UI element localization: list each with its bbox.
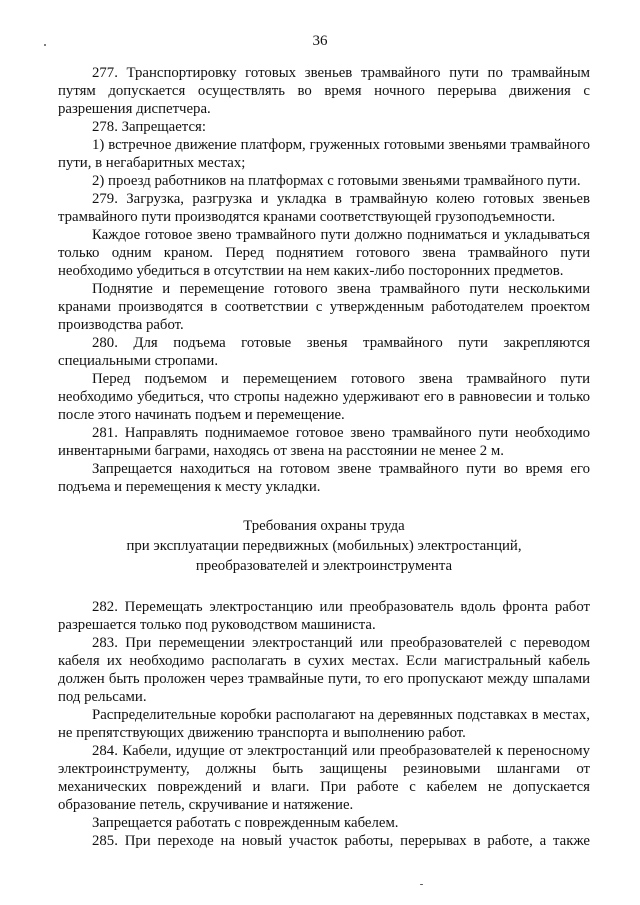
paragraph-279: 279. Загрузка, разгрузка и укладка в трамвайную колею готовых звеньев трамвайного пути производятся кранами соответствующей грузоподъемности. [58, 191, 590, 225]
paragraph-283-boxes: Распределительные коробки располагают на деревянных подставках в местах, не препятствующих движению транспорта и выполнению работ. [58, 707, 590, 741]
paragraph-285: 285. При переходе на новый участок работы, перерывах в работе, а также [92, 833, 590, 849]
paragraph-281-prohibition: Запрещается находиться на готовом звене трамвайного пути во время его подъема и перемещения к месту укладки. [58, 461, 590, 495]
document-body [58, 64, 590, 850]
paragraph-284: 284. Кабели, идущие от электростанций или преобразователей к переносному электроинструменту, должны быть защищены резиновыми шлангами от механических повреждений и влаги. При работе с кабелем не допускается образование петель, скручивание и натяжение. [58, 743, 590, 813]
paragraph-283: 283. При перемещении электростанций или преобразователей с переводом кабеля их необходимо располагать в сухих местах. Если магистральный кабель должен быть проложен через трамвайные пути, то его пропускают между шпалами под рельсами. [58, 635, 590, 705]
section-heading-line-3: преобразователей и электроинструмента [195, 558, 453, 574]
paragraph-279-crane: Каждое готовое звено трамвайного пути должно подниматься и укладываться только одним краном. Перед поднятием готового звена трамвайного пути необходимо убедиться в отсутствии на нем каких-либо посторонних предметов. [58, 227, 590, 279]
page-number: 36 [312, 33, 328, 49]
paragraph-278-item-2: 2) проезд работников на платформах с готовыми звеньями трамвайного пути. [92, 173, 581, 189]
section-heading-line-1: Требования охраны труда [243, 518, 405, 534]
paragraph-279-multiple-cranes: Поднятие и перемещение готового звена трамвайного пути несколькими кранами производятся в соответствии с утвержденным работодателем проектом производства работ. [58, 281, 590, 333]
paragraph-278: 278. Запрещается: [92, 119, 206, 135]
paragraph-278-item-1: 1) встречное движение платформ, груженных готовыми звеньями трамвайного пути, в негабаритных местах; [58, 137, 590, 171]
section-heading-line-2: при эксплуатации передвижных (мобильных) электростанций, [126, 538, 522, 554]
paragraph-280-check: Перед подъемом и перемещением готового звена трамвайного пути необходимо убедиться, что стропы надежно удерживают его в равновесии и только после этого начинать подъем и перемещение. [58, 371, 590, 423]
scan-speck [420, 884, 423, 885]
paragraph-281: 281. Направлять поднимаемое готовое звено трамвайного пути необходимо инвентарными баграми, находясь от звена на расстоянии не менее 2 м. [58, 425, 590, 459]
section-heading [58, 516, 590, 576]
paragraph-277: 277. Транспортировку готовых звеньев трамвайного пути по трамвайным путям допускается осуществлять во время ночного перерыва движения с разрешения диспетчера. [58, 65, 590, 117]
paragraph-284-prohibition: Запрещается работать с поврежденным кабелем. [92, 815, 399, 831]
paragraph-280: 280. Для подъема готовые звенья трамвайного пути закрепляются специальными стропами. [58, 335, 590, 369]
paragraph-282: 282. Перемещать электростанцию или преобразователь вдоль фронта работ разрешается только под руководством машиниста. [58, 599, 590, 633]
